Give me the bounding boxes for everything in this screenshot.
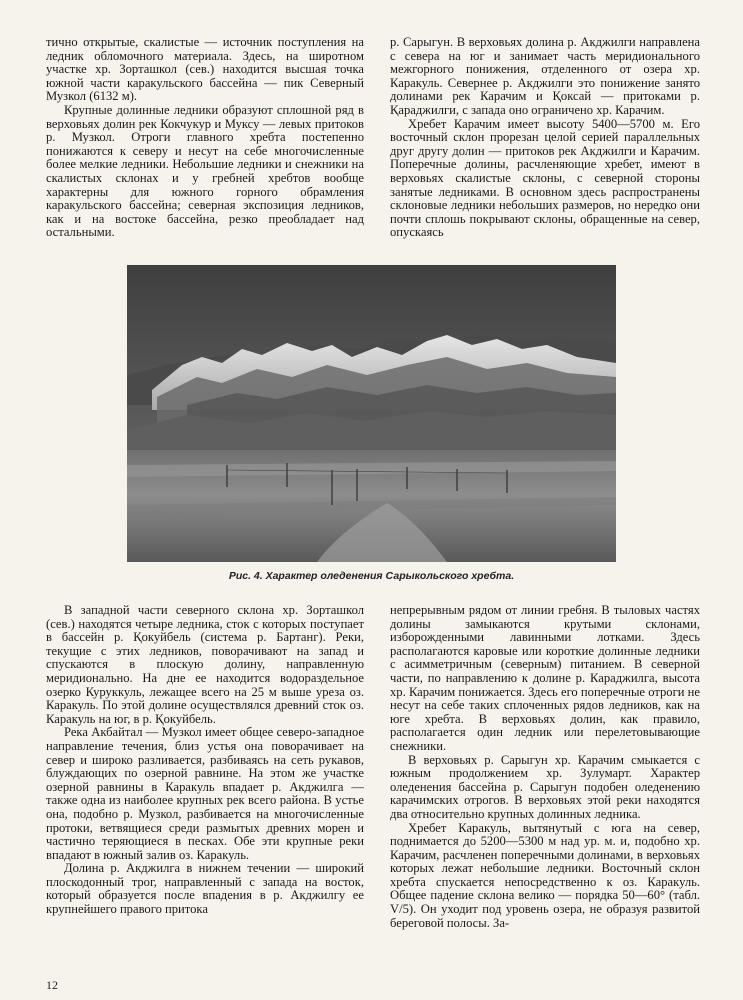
paragraph: Хребет Карачим имеет высоту 5400—5700 м. Его восточный склон прорезан целой серией параллельных друг другу долин — притоков рек Акджилги и Карачим. Поперечные долины, расчленяющие хребет, имеют в верховьях скалистые склоны, с северной стороны занятые ледниками. В основном здесь распространены склоновые ледники небольших размеров, но нередко они почти сплошь покрывают склоны, обращенные на север, опускаясь — [390, 116, 700, 240]
column-bottom-left — [46, 604, 364, 917]
mountain-photo — [127, 265, 616, 562]
paragraph: В верховьях р. Сарыгун хр. Карачим смыкается с южным продолжением хр. Зулумарт. Характер оледенения бассейна р. Сарыгун подобен оледенению карачимских отрогов. В верховьях этой реки находятся два относительно крупных долинных ледника. — [390, 752, 700, 821]
paragraph: непрерывным рядом от линии гребня. В тыловых частях долины замыкаются крутыми склонами, изборожденными лавинными лотками. Здесь располагаются каровые или короткие долинные ледники с асимметричным (северным) питанием. В северной части, по направлению к долине р. Караджилга, высота хр. Карачим понижается. Здесь его поперечные отроги не несут на себе таких сплоченных рядов ледников, как на юге хребта. В верховьях долин, как правило, располагается один ледник или перелетовывающие снежники. — [390, 603, 700, 753]
paragraph: Крупные долинные ледники образуют сплошной ряд в верховьях долин рек Кокчукур и Муксу — левых притоков р. Музкол. Отроги главного хребта постепенно понижаются к северу и несут на себе многочисленные более мелкие ледники. Небольшие ледники и снежники на скалистых склонах и у гребней хребтов вообще характерны для южного горного обрамления каракульского бассейна; северная экспозиция ледников, как и на востоке бассейна, резко преобладает над остальными. — [46, 102, 364, 240]
paragraph: тично открытые, скалистые — источник поступления на ледник обломочного материала. Здесь, на широтном участке хр. Зорташкол (сев.) находится высшая точка южной части каракульского бассейна — пик Северный Музкол (6132 м). — [46, 35, 364, 104]
paragraph: Долина р. Акджилга в нижнем течении — широкий плоскодонный трог, направленный с запада на восток, который образуется после впадения в р. Акджилгу ее крупнейшего правого притока — [46, 861, 364, 917]
column-top-left — [46, 36, 364, 240]
paragraph: р. Сарыгун. В верховьях долина р. Акджилги направлена с севера на юг и занимает часть меридионального межгорного понижения, отделенного от озера хр. Каракуль. Севернее р. Акджилги это понижение занято долинами рек Карачим и Қоксай — притоками р. Қараджилги, с запада оно ограничено хр. Карачим. — [390, 35, 700, 117]
column-bottom-right — [390, 604, 700, 930]
column-top-right — [390, 36, 700, 240]
figure-caption: Рис. 4. Характер оледенения Сарыкольского хребта. — [228, 570, 515, 582]
paragraph: В западной части северного склона хр. Зорташкол (сев.) находятся четыре ледника, сток с которых поступает в бассейн р. Қокуйбель (система р. Бартанг). Реки, текущие с этих ледников, поворачивают на запад и спускаются в плоскую долину, направленную меридионально. На дне ее находится водораздельное озерко Куруккуль, лежащее всего на 25 м выше уреза оз. Каракуль. По этой долине осуществлялся древний сток оз. Каракуль на юг, в р. Қокуйбель. — [46, 603, 364, 726]
paragraph: Хребет Каракуль, вытянутый с юга на север, поднимается до 5200—5300 м над ур. м. и, подобно хр. Карачим, расчленен поперечными долинами, в верховьях которых лежат небольшие ледники. Восточный склон хребта спускается непосредственно к оз. Каракуль. Общее падение склона велико — порядка 50—60° (табл. V/5). Он уходит под уровень озера, не образуя развитой береговой полосы. За- — [390, 820, 700, 930]
page-number: 12 — [46, 978, 58, 992]
paragraph: Река Акбайтал — Музкол имеет общее северо-западное направление течения, близ устья она поворачивает на север и широко разливается, разбиваясь на сеть рукавов, блуждающих по озерной равнине. На этом же участке озерной равнины в Каракуль впадает р. Акджилга — также одна из наиболее крупных рек всего района. В устье она, подобно р. Музкол, разбивается на многочисленные протоки, ветвящиеся среди размытых древних морен и частично теряющиеся в песках. Обе эти крупные реки впадают в южный залив оз. Каракуль. — [46, 725, 364, 862]
